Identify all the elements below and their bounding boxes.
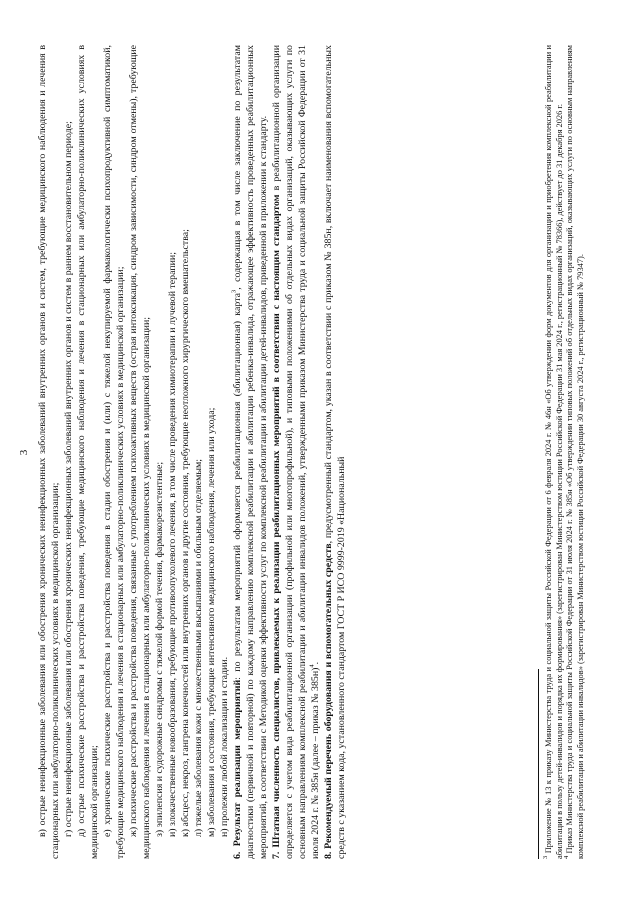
- section-7-title: 7. Штатная численность специалистов, привлекаемых к реализации реабилитационных мероприятий в соответствии с настоящим стандартом: [271, 194, 282, 859]
- document-body: [36, 45, 348, 859]
- list-item-k: к) абсцесс, некроз, гангрена конечностей или внутренних органов и другие состояния, требующие неотложного хирургического вмешательства;: [180, 229, 191, 837]
- list-item-v: в) острые неинфекционные заболевания или обострения хронических неинфекционных заболеваний внутренних органов и систем, требующие медицинского наблюдения и лечения в стационарных или амбулаторно-поликлинических условиях в медицинской организации;: [37, 45, 61, 859]
- list-item-l: л) тяжелые заболевания кожи с множественными высыпаниями и обильным отделяемым;: [193, 459, 204, 837]
- section-8-paragraph: [322, 45, 348, 859]
- list-item-zh: ж) психические расстройства и расстройства поведения, связанные с употреблением психоактивных веществ (острая интоксикация, синдром зависимости, синдром отмены), требующие медицинского наблюдения и лечения в стационарных или амбулаторно-поликлинических условиях в медицинской организации;: [128, 45, 152, 859]
- section-6-text-2: , содержащая в том числе заключение по результатам диагностики (первичной и повторной) по каждому направлению комплексной реабилитации и абилитации ребенка-инвалида, отражающее эффективность проведенных реабилитационных мероприятий, в соответствии с Методикой оценки эффективности услуг по комплексной реабилитации и абилитации детей-инвалидов, приведенной в приложении к стандарту.: [232, 45, 269, 859]
- section-6-paragraph: [231, 45, 270, 859]
- list-item-e: е) хронические психические расстройства и расстройства поведения в стадии обострения и (или) с тяжелой некупируемой фармакологически психопродуктивной симптоматикой, требующие медицинского наблюдения и лечения в стационарных или амбулаторно-поликлинических условиях в медицинской организации;: [102, 45, 126, 859]
- footnote-mark: 4: [563, 855, 571, 859]
- list-item-m: м) заболевания и состояния, требующие интенсивного медицинского наблюдения, лечения или ухода;: [206, 407, 217, 837]
- list-item-i: и) злокачественные новообразования, требующие противоопухолевого лечения, в том числе проведения химиотерапии и лучевой терапии;: [167, 252, 178, 837]
- section-8-text: , предусмотренный стандартом, указан в соответствии с приказом № 385н, включает наименования вспомогательных средств с указанием кода, установленного стандартом ГОСТ Р ИСО 9999-2019 «Национальный: [323, 45, 347, 859]
- section-8-title: 8. Рекомендуемый перечень оборудования и вспомогательных средств: [323, 543, 334, 859]
- footnote-text: Приказ Министерства труда и социальной защиты Российской Федерации от 31 июля 2024 г. № 385н «Об утверждении типовых положений об отдельных видах организаций, оказывающих услуги по основным направлениям комплексной реабилитации и абилитации инвалидов» (зарегистрирован Министерством юстиции Российской Федерации 30 августа 2024 г., регистрационный № 79347).: [565, 45, 585, 859]
- list-item-n: н) пролежни любой локализации и стадии.: [219, 656, 230, 837]
- section-7-text: в реабилитационной организации определяется с учетом вида реабилитационной организации (профильной или многопрофильной), и типовыми положениями об отдельных видах организаций, оказывающих услуги по основным направлениям комплексной реабилитации и абилитации инвалидов положений, утвержденными приказом Министерства труда и социальной защиты Российской Федерации от 31 июля 2024 г. № 385н (далее – приказ № 385н): [271, 45, 321, 859]
- list-item-z: з) эпилепсия и судорожные синдромы с тяжелой формой течения, фармакорезистентные;: [154, 461, 165, 837]
- section-7-end: .: [310, 661, 321, 665]
- section-7-paragraph: [270, 45, 322, 859]
- section-6-text: : по результатам мероприятий оформляется реабилитационная (абилитационная) карта: [232, 292, 243, 680]
- footnotes: [544, 45, 586, 859]
- list-item-g: г) острые неинфекционные заболевания или обострения хронических неинфекционных заболеваний внутренних органов и систем в раннем восстановительном периоде;: [63, 121, 74, 837]
- footnote-divider: [538, 669, 539, 859]
- footnote-4: [565, 45, 586, 859]
- page-number: 3: [18, 449, 30, 456]
- footnote-text: Приложение № 13 к приказу Министерства труда и социальной защиты Российской Федерации от 6 февраля 2024 г. № 46н «Об утверждении форм документов для организации и приобретения комплексной реабилитации и абилитации в пользу детей-инвалидов и порядка их формирования» (зарегистрирован Министерством юстиции Российской Федерации 31 мая 2024 г., регистрационный № 78366), действует до 31 декабря 2026 г.: [544, 44, 564, 859]
- list-item-d: д) острые психические расстройства и расстройства поведения, требующие медицинского наблюдения и лечения в стационарных или амбулаторно-поликлинических условиях в медицинской организации;: [76, 45, 100, 859]
- footnote-ref-3: 3: [230, 289, 238, 293]
- footnote-ref-4: 4: [308, 664, 316, 668]
- section-6-title: 6. Результат реализации мероприятий: [232, 679, 243, 859]
- footnote-3: [544, 45, 565, 859]
- footnote-mark: 3: [542, 855, 550, 859]
